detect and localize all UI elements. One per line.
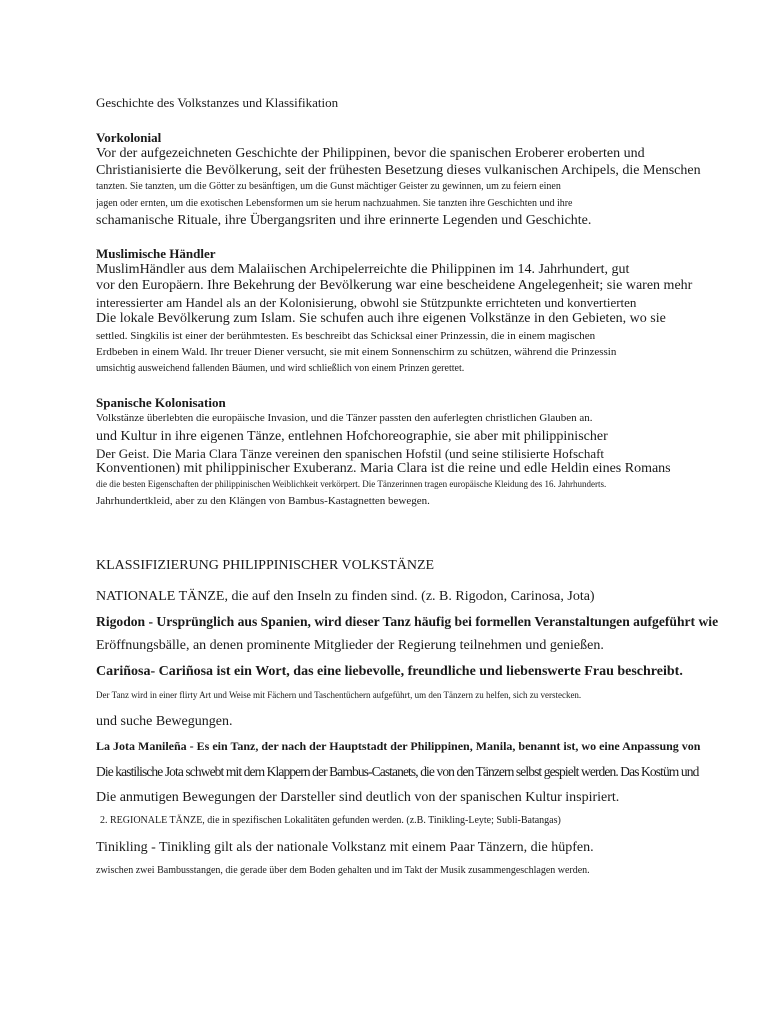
- heading-vorkolonial: Vorkolonial: [96, 130, 162, 145]
- paragraph-line: settled. Singkilis ist einer der berühmtesten. Es beschreibt das Schicksal einer Prinzessin, die in einem magischen: [96, 330, 596, 342]
- heading-spanische-kolonisation: Spanische Kolonisation: [96, 395, 226, 410]
- regionale-taenze: 2. REGIONALE TÄNZE, die in spezifischen Lokalitäten gefunden werden. (z.B. Tinikling-Leyte; Subli-Batangas): [100, 815, 561, 826]
- paragraph-line: Jahrhundertkleid, aber zu den Klängen von Bambus-Kastagnetten bewegen.: [96, 495, 430, 507]
- carinosa-heading: Cariñosa- Cariñosa ist ein Wort, das eine liebevolle, freundliche und liebenswerte Frau beschreibt.: [96, 664, 683, 679]
- paragraph-line: Erdbeben in einem Wald. Ihr treuer Diener versucht, sie mit einem Sonnenschirm zu schützen, während die Prinzessin: [96, 346, 617, 358]
- paragraph-line: interessierter am Handel als an der Kolonisierung, obwohl sie Stützpunkte errichteten und konvertierten: [96, 295, 637, 310]
- heading-muslimische-haendler: Muslimische Händler: [96, 246, 216, 261]
- carinosa-text-cont: und suche Bewegungen.: [96, 714, 233, 729]
- document-page: [96, 0, 768, 1024]
- paragraph-line: die die besten Eigenschaften der philippinischen Weiblichkeit verkörpert. Die Tänzerinnen tragen europäische Kleidung des 16. Jahrhunderts.: [96, 479, 607, 489]
- paragraph-line: Konventionen) mit philippinischer Exuberanz. Maria Clara ist die reine und edle Heldin eines Romans: [96, 461, 671, 476]
- paragraph-line: MuslimHändler aus dem Malaiischen Archipelerreichte die Philippinen im 14. Jahrhundert, gut: [96, 262, 630, 277]
- paragraph-line: Die lokale Bevölkerung zum Islam. Sie schufen auch ihre eigenen Volkstänze in den Gebieten, wo sie: [96, 311, 666, 326]
- rigodon-heading: Rigodon - Ursprünglich aus Spanien, wird dieser Tanz häufig bei formellen Veranstaltungen aufgeführt wie: [96, 614, 719, 629]
- carinosa-text: Der Tanz wird in einer flirty Art und Weise mit Fächern und Taschentüchern aufgeführt, um den Tänzern zu helfen, sich zu verstecken.: [96, 690, 582, 700]
- tinikling-text: zwischen zwei Bambusstangen, die gerade über dem Boden gehalten und im Takt der Musik zusammengeschlagen werden.: [96, 865, 590, 876]
- paragraph-line: vor den Europäern. Ihre Bekehrung der Bevölkerung war eine bescheidene Angelegenheit; sie waren mehr: [96, 278, 693, 293]
- jota-text-cont: Die anmutigen Bewegungen der Darsteller sind deutlich von der spanischen Kultur inspiriert.: [96, 790, 620, 805]
- paragraph-line: Der Geist. Die Maria Clara Tänze vereinen den spanischen Hofstil (und seine stilisierte Hofschaft: [96, 446, 605, 461]
- paragraph-line: und Kultur in ihre eigenen Tänze, entlehnen Hofchoreographie, sie aber mit philippinischer: [96, 429, 608, 444]
- paragraph-line: umsichtig ausweichend fallenden Bäumen, und wird schließlich von einem Prinzen gerettet.: [96, 363, 465, 374]
- paragraph-line: Christianisierte die Bevölkerung, seit der frühesten Besetzung dieses vulkanischen Archipels, die Menschen: [96, 163, 701, 178]
- paragraph-line: Vor der aufgezeichneten Geschichte der Philippinen, bevor die spanischen Eroberer eroberten und: [96, 146, 645, 161]
- jota-text: Die kastilische Jota schwebt mit dem Klappern der Bambus-Castanets, die von den Tänzern selbst gespielt werden. Das Kostüm und: [96, 764, 699, 779]
- heading-klassifizierung: KLASSIFIZIERUNG PHILIPPINISCHER VOLKSTÄNZE: [96, 558, 435, 573]
- paragraph-line: tanzten. Sie tanzten, um die Götter zu besänftigen, um die Gunst mächtiger Geister zu gewinnen, um zu feiern einen: [96, 181, 561, 192]
- rigodon-text: Eröffnungsbälle, an denen prominente Mitglieder der Regierung teilnehmen und genießen.: [96, 638, 604, 653]
- paragraph-line: jagen oder ernten, um die exotischen Lebensformen um sie herum nachzuahmen. Sie tanzten ihre Geschichten und ihre: [96, 198, 573, 209]
- document-title: Geschichte des Volkstanzes und Klassifikation: [96, 95, 339, 110]
- jota-heading: La Jota Manileña - Es ein Tanz, der nach der Hauptstadt der Philippinen, Manila, benannt ist, wo eine Anpassung von: [96, 739, 701, 753]
- nationale-taenze: NATIONALE TÄNZE, die auf den Inseln zu finden sind. (z. B. Rigodon, Carinosa, Jota): [96, 589, 595, 604]
- tinikling-heading: Tinikling - Tinikling gilt als der nationale Volkstanz mit einem Paar Tänzern, die hüpfen.: [96, 840, 594, 855]
- paragraph-line: schamanische Rituale, ihre Übergangsriten und ihre erinnerte Legenden und Geschichte.: [96, 213, 592, 228]
- paragraph-line: Volkstänze überlebten die europäische Invasion, und die Tänzer passten den auferlegten christlichen Glauben an.: [96, 412, 593, 424]
